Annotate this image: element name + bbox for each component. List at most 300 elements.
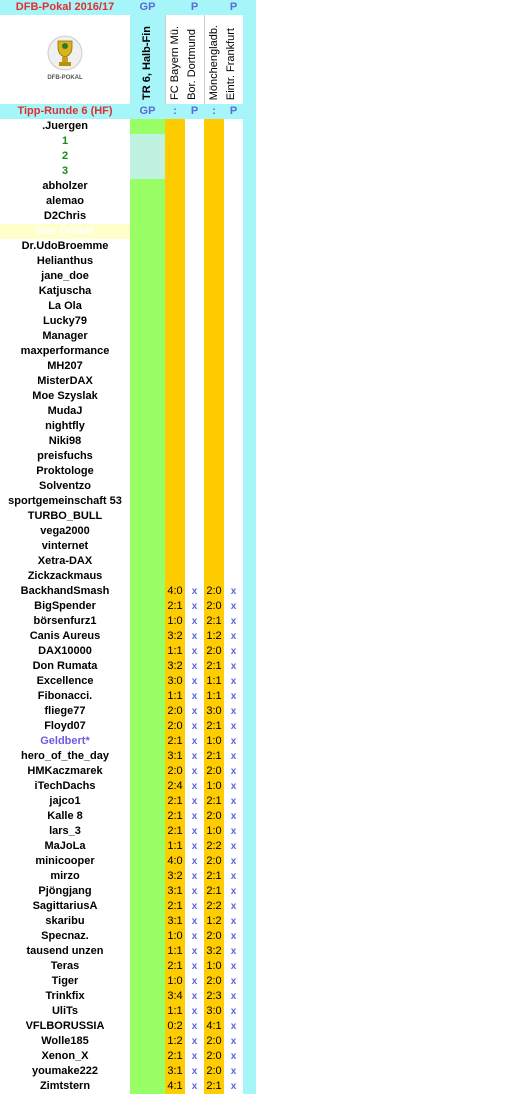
tip-match2: 1:2: [204, 914, 224, 929]
points-mark: [224, 434, 243, 449]
tip-match1: 2:0: [165, 719, 185, 734]
tip-match2: [204, 389, 224, 404]
gp-cell: [130, 614, 165, 629]
table-title: DFB-Pokal 2016/17: [0, 0, 130, 15]
points-mark: [185, 254, 204, 269]
edge-cell: [243, 479, 256, 494]
edge-cell: [243, 194, 256, 209]
tip-match1: [165, 164, 185, 179]
points-mark: [185, 269, 204, 284]
tip-match2: 1:2: [204, 629, 224, 644]
tip-match2: [204, 149, 224, 164]
gp-cell: [130, 239, 165, 254]
edge-cell: [243, 629, 256, 644]
points-mark: [185, 509, 204, 524]
table-row: [0, 914, 256, 929]
table-row: [0, 674, 256, 689]
points-mark: [185, 314, 204, 329]
tip-match1: 1:2: [165, 1034, 185, 1049]
tip-match1: [165, 524, 185, 539]
player-name: jane_doe: [0, 269, 130, 284]
gp-cell: [130, 509, 165, 524]
gp-cell: [130, 929, 165, 944]
points-mark: x: [224, 884, 243, 899]
points-mark: [224, 329, 243, 344]
points-mark: x: [224, 1064, 243, 1079]
player-rows: [0, 119, 256, 1094]
gp-cell: [130, 869, 165, 884]
tip-match2: [204, 479, 224, 494]
tip-match2: 2:0: [204, 1064, 224, 1079]
tip-match1: [165, 539, 185, 554]
table-row: [0, 764, 256, 779]
player-name: börsenfurz1: [0, 614, 130, 629]
player-name: jajco1: [0, 794, 130, 809]
table-row: [0, 344, 256, 359]
player-name: iTechDachs: [0, 779, 130, 794]
tip-match2: [204, 494, 224, 509]
player-name: nightfly: [0, 419, 130, 434]
points-mark: x: [224, 599, 243, 614]
points-mark: x: [185, 839, 204, 854]
match2-header: [204, 15, 244, 104]
player-name: sportgemeinschaft 53: [0, 494, 130, 509]
player-name: Moe Szyslak: [0, 389, 130, 404]
table-row: [0, 1064, 256, 1079]
tip-match2: [204, 464, 224, 479]
tip-match1: [165, 419, 185, 434]
points-mark: x: [185, 749, 204, 764]
tip-match2: 3:2: [204, 944, 224, 959]
edge-cell: [243, 839, 256, 854]
player-name: vinternet: [0, 539, 130, 554]
points-mark: [224, 194, 243, 209]
edge-cell: [243, 389, 256, 404]
gp-cell: [130, 974, 165, 989]
edge-cell: [243, 1004, 256, 1019]
tip-match1: 4:0: [165, 854, 185, 869]
player-name: DAX10000: [0, 644, 130, 659]
match1-away: Bor. Dortmund: [186, 29, 198, 100]
gp-cell: [130, 989, 165, 1004]
table-row: [0, 989, 256, 1004]
tip-match1: [165, 509, 185, 524]
player-name: Excellence: [0, 674, 130, 689]
table-row: [0, 899, 256, 914]
tip-match2: 2:2: [204, 899, 224, 914]
tip-match1: [165, 449, 185, 464]
match2-home: Mönchengladb.: [208, 24, 220, 100]
tip-match2: 2:0: [204, 1049, 224, 1064]
subheader-row: [0, 104, 256, 119]
points-mark: x: [185, 1004, 204, 1019]
player-name: Zimtstern: [0, 1079, 130, 1094]
table-row: [0, 704, 256, 719]
player-name: Floyd07: [0, 719, 130, 734]
gp-cell: [130, 479, 165, 494]
gp-cell: [130, 719, 165, 734]
tip-match2: [204, 404, 224, 419]
tip-match2: [204, 434, 224, 449]
points-mark: x: [185, 764, 204, 779]
edge-cell: [243, 1079, 256, 1094]
player-name: UliTs: [0, 1004, 130, 1019]
gp-cell: [130, 1079, 165, 1094]
gp-cell: [130, 419, 165, 434]
table-row: [0, 884, 256, 899]
points-mark: [185, 419, 204, 434]
edge-cell: [243, 989, 256, 1004]
table-row: [0, 179, 256, 194]
player-name: .Juergen: [0, 119, 130, 134]
edge-cell: [243, 524, 256, 539]
table-row: [0, 1019, 256, 1034]
table-row: [0, 824, 256, 839]
table-row: [0, 224, 256, 239]
edge-cell: [243, 824, 256, 839]
sub-colon-1: :: [165, 104, 185, 119]
tip-match2: 2:0: [204, 599, 224, 614]
edge-cell: [243, 674, 256, 689]
tip-match2: 1:0: [204, 959, 224, 974]
edge-cell: [243, 944, 256, 959]
table-row: [0, 644, 256, 659]
points-mark: x: [224, 929, 243, 944]
tip-match1: 3:1: [165, 914, 185, 929]
edge-cell: [243, 584, 256, 599]
edge-cell: [243, 959, 256, 974]
tip-match2: 2:0: [204, 929, 224, 944]
tip-match2: 2:0: [204, 1034, 224, 1049]
edge-cell: [243, 149, 256, 164]
points-mark: [185, 479, 204, 494]
tip-match1: 3:1: [165, 749, 185, 764]
tip-match2: 2:1: [204, 794, 224, 809]
gp-cell: [130, 959, 165, 974]
table-row: [0, 359, 256, 374]
points-mark: [185, 359, 204, 374]
player-name: skaribu: [0, 914, 130, 929]
table-row: [0, 449, 256, 464]
edge-cell: [243, 269, 256, 284]
points-mark: x: [224, 1019, 243, 1034]
table-row: [0, 1004, 256, 1019]
player-name: mirzo: [0, 869, 130, 884]
edge-cell: [243, 704, 256, 719]
round-header-cell: [130, 15, 165, 104]
tip-match2: 2:1: [204, 659, 224, 674]
points-mark: [185, 329, 204, 344]
table-row: [0, 734, 256, 749]
tip-match1: 3:2: [165, 659, 185, 674]
gp-cell: [130, 1034, 165, 1049]
tip-match2: 2:3: [204, 989, 224, 1004]
player-name: BackhandSmash: [0, 584, 130, 599]
table-row: [0, 299, 256, 314]
points-mark: x: [185, 719, 204, 734]
points-mark: [224, 254, 243, 269]
gp-cell: [130, 734, 165, 749]
table-row: [0, 464, 256, 479]
points-mark: [185, 494, 204, 509]
tip-match2: 1:0: [204, 734, 224, 749]
tip-match1: [165, 404, 185, 419]
table-row: [0, 314, 256, 329]
tip-match1: 3:2: [165, 629, 185, 644]
points-mark: [224, 284, 243, 299]
points-mark: x: [224, 854, 243, 869]
tip-match1: 2:1: [165, 1049, 185, 1064]
gp-cell: [130, 359, 165, 374]
tip-match1: [165, 269, 185, 284]
edge-cell: [243, 239, 256, 254]
points-mark: [185, 164, 204, 179]
gp-cell: [130, 209, 165, 224]
points-mark: x: [224, 614, 243, 629]
points-mark: [185, 119, 204, 134]
gp-cell: [130, 749, 165, 764]
tip-match1: 1:1: [165, 1004, 185, 1019]
points-mark: [224, 479, 243, 494]
gp-cell: [130, 764, 165, 779]
points-mark: x: [185, 1049, 204, 1064]
player-name: Solventzo: [0, 479, 130, 494]
points-mark: x: [224, 719, 243, 734]
gp-cell: [130, 599, 165, 614]
player-name: VFLBORUSSIA: [0, 1019, 130, 1034]
points-mark: x: [224, 914, 243, 929]
tip-match2: [204, 239, 224, 254]
player-name: Teras: [0, 959, 130, 974]
table-row: [0, 599, 256, 614]
points-mark: x: [224, 1034, 243, 1049]
player-name: preisfuchs: [0, 449, 130, 464]
match1-home: FC Bayern Mü.: [169, 26, 181, 100]
table-row: [0, 509, 256, 524]
edge-cell: [243, 974, 256, 989]
points-mark: [224, 524, 243, 539]
table-row: [0, 959, 256, 974]
table-row: [0, 614, 256, 629]
tip-match1: [165, 299, 185, 314]
tip-match2: [204, 449, 224, 464]
points-mark: x: [185, 629, 204, 644]
points-mark: [224, 404, 243, 419]
points-mark: x: [224, 824, 243, 839]
tip-match2: 1:0: [204, 779, 224, 794]
tip-match1: 2:4: [165, 779, 185, 794]
points-mark: [224, 314, 243, 329]
tip-match2: [204, 314, 224, 329]
points-mark: [224, 269, 243, 284]
player-name: Katjuscha: [0, 284, 130, 299]
table-row: [0, 284, 256, 299]
player-name: Das Orakel: [0, 224, 130, 239]
player-name: lars_3: [0, 824, 130, 839]
points-mark: [185, 389, 204, 404]
player-name: Xetra-DAX: [0, 554, 130, 569]
points-mark: x: [224, 869, 243, 884]
edge-cell: [243, 929, 256, 944]
table-row: [0, 254, 256, 269]
edge-cell: [243, 644, 256, 659]
edge-cell: [243, 599, 256, 614]
tip-match1: 1:0: [165, 614, 185, 629]
tip-match1: 1:1: [165, 689, 185, 704]
player-name: Trinkfix: [0, 989, 130, 1004]
player-name: Tiger: [0, 974, 130, 989]
gp-cell: [130, 179, 165, 194]
player-name: youmake222: [0, 1064, 130, 1079]
logo-text: DFB-POKAL: [47, 75, 83, 81]
edge-cell: [243, 374, 256, 389]
points-mark: [224, 164, 243, 179]
gp-cell: [130, 164, 165, 179]
tip-match1: 0:2: [165, 1019, 185, 1034]
edge-cell: [243, 464, 256, 479]
points-mark: x: [224, 944, 243, 959]
points-mark: x: [224, 899, 243, 914]
points-mark: x: [224, 689, 243, 704]
tip-match2: [204, 359, 224, 374]
points-mark: [185, 404, 204, 419]
player-name: MH207: [0, 359, 130, 374]
edge-cell: [243, 539, 256, 554]
tip-match2: [204, 419, 224, 434]
tip-match2: [204, 569, 224, 584]
tip-match1: [165, 329, 185, 344]
points-mark: [185, 374, 204, 389]
player-name: Canis Aureus: [0, 629, 130, 644]
tip-match1: 3:2: [165, 869, 185, 884]
tip-match1: 1:0: [165, 974, 185, 989]
table-row: [0, 149, 256, 164]
tip-match1: [165, 374, 185, 389]
gp-cell: [130, 284, 165, 299]
table-row: [0, 1079, 256, 1094]
tip-match1: 2:0: [165, 704, 185, 719]
player-name: alemao: [0, 194, 130, 209]
table-row: [0, 794, 256, 809]
tip-match1: [165, 194, 185, 209]
tip-match2: 1:0: [204, 824, 224, 839]
points-mark: [185, 449, 204, 464]
tip-match2: 2:1: [204, 1079, 224, 1094]
p-header-1: P: [185, 0, 204, 15]
points-mark: x: [185, 1034, 204, 1049]
gp-cell: [130, 629, 165, 644]
tip-match2: [204, 524, 224, 539]
gp-cell: [130, 269, 165, 284]
table-row: [0, 374, 256, 389]
points-mark: x: [224, 644, 243, 659]
tip-match2: [204, 554, 224, 569]
points-mark: x: [185, 899, 204, 914]
edge-cell: [243, 779, 256, 794]
edge-cell: [243, 659, 256, 674]
logo-area: [0, 15, 130, 104]
edge-cell: [243, 299, 256, 314]
table-row: [0, 1049, 256, 1064]
gp-cell: [130, 584, 165, 599]
points-mark: [224, 209, 243, 224]
tip-match1: 4:1: [165, 1079, 185, 1094]
gp-cell: [130, 659, 165, 674]
table-row: [0, 974, 256, 989]
player-name: MudaJ: [0, 404, 130, 419]
edge-cell: [243, 254, 256, 269]
tip-match2: 2:1: [204, 614, 224, 629]
points-mark: [224, 134, 243, 149]
tip-match1: [165, 284, 185, 299]
points-mark: x: [224, 974, 243, 989]
edge-cell: [243, 344, 256, 359]
tip-match2: 2:1: [204, 869, 224, 884]
table-row: [0, 554, 256, 569]
player-name: fliege77: [0, 704, 130, 719]
edge-cell: [243, 809, 256, 824]
edge-cell: [243, 119, 256, 134]
player-name: Geldbert*: [0, 734, 130, 749]
table-row: [0, 479, 256, 494]
tip-match2: 2:1: [204, 749, 224, 764]
tip-match1: 3:0: [165, 674, 185, 689]
points-mark: [224, 419, 243, 434]
gp-cell: [130, 1064, 165, 1079]
edge-cell: [243, 884, 256, 899]
table-row: [0, 239, 256, 254]
table-row: [0, 584, 256, 599]
gp-cell: [130, 224, 165, 239]
points-mark: [185, 344, 204, 359]
points-mark: x: [185, 959, 204, 974]
table-row: [0, 854, 256, 869]
tip-match2: 2:0: [204, 584, 224, 599]
tip-match2: [204, 179, 224, 194]
gp-header: GP: [130, 0, 165, 15]
points-mark: [224, 344, 243, 359]
gp-cell: [130, 824, 165, 839]
gp-cell: [130, 194, 165, 209]
points-mark: x: [185, 614, 204, 629]
gp-cell: [130, 494, 165, 509]
gp-cell: [130, 449, 165, 464]
points-mark: [224, 224, 243, 239]
tip-match1: [165, 494, 185, 509]
table-row: [0, 119, 256, 134]
sub-colon-2: :: [204, 104, 224, 119]
table-row: [0, 869, 256, 884]
tip-match1: [165, 134, 185, 149]
tip-match1: [165, 569, 185, 584]
table-row: [0, 719, 256, 734]
tip-match1: 1:0: [165, 929, 185, 944]
points-mark: [185, 194, 204, 209]
table-row: [0, 659, 256, 674]
points-mark: x: [185, 809, 204, 824]
tip-match2: 2:0: [204, 644, 224, 659]
tip-match1: 1:1: [165, 944, 185, 959]
tip-match2: 2:0: [204, 809, 224, 824]
player-name: HMKaczmarek: [0, 764, 130, 779]
edge-cell: [243, 914, 256, 929]
points-mark: x: [224, 989, 243, 1004]
player-name: Xenon_X: [0, 1049, 130, 1064]
gp-cell: [130, 119, 165, 134]
tip-match1: [165, 359, 185, 374]
table-row: [0, 164, 256, 179]
points-mark: x: [185, 974, 204, 989]
